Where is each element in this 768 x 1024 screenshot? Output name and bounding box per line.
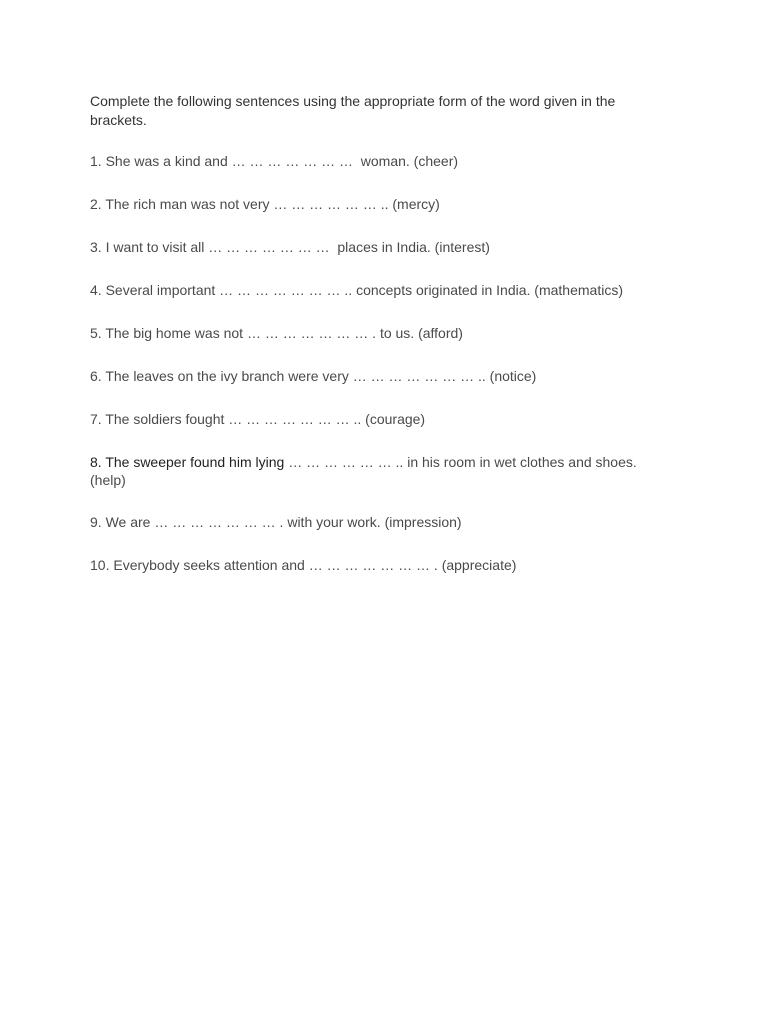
exercise-text: 5. The big home was not … … … … … … … . to us. (afford) — [90, 325, 463, 341]
exercise-text: 10. Everybody seeks attention and … … … … … … … . (appreciate) — [90, 557, 517, 573]
exercise-item-9 — [90, 513, 670, 531]
exercise-text: 4. Several important … … … … … … … .. concepts originated in India. (mathematics) — [90, 282, 623, 298]
exercise-item-5 — [90, 324, 670, 342]
exercise-text: 1. She was a kind and … … … … … … … woman. (cheer) — [90, 153, 459, 169]
exercise-item-10 — [90, 556, 670, 574]
exercise-text: 2. The rich man was not very … … … … … … .. (mercy) — [90, 196, 440, 212]
exercise-item-1 — [90, 152, 670, 170]
exercise-item-2 — [90, 195, 670, 213]
exercise-item-6 — [90, 367, 670, 385]
exercise-item-4 — [90, 281, 670, 299]
exercise-text: 9. We are … … … … … … … . with your work. (impression) — [90, 514, 462, 530]
worksheet-page — [90, 92, 670, 574]
exercise-item-8 — [90, 453, 670, 489]
exercise-item-7 — [90, 410, 670, 428]
exercise-item-3 — [90, 238, 670, 256]
exercise-lead: 8. The sweeper found him lying — [90, 454, 285, 470]
exercise-list — [90, 152, 670, 574]
instructions-text: Complete the following sentences using the appropriate form of the word given in the brackets. — [90, 93, 616, 128]
exercise-text: 7. The soldiers fought … … … … … … … .. (courage) — [90, 411, 426, 427]
exercise-text: 6. The leaves on the ivy branch were very … … … … … … … .. (notice) — [90, 368, 537, 384]
exercise-text: 3. I want to visit all … … … … … … … places in India. (interest) — [90, 239, 490, 255]
exercise-text: … … … … … … .. in his room in wet clothes and shoes. (help) — [90, 454, 641, 488]
